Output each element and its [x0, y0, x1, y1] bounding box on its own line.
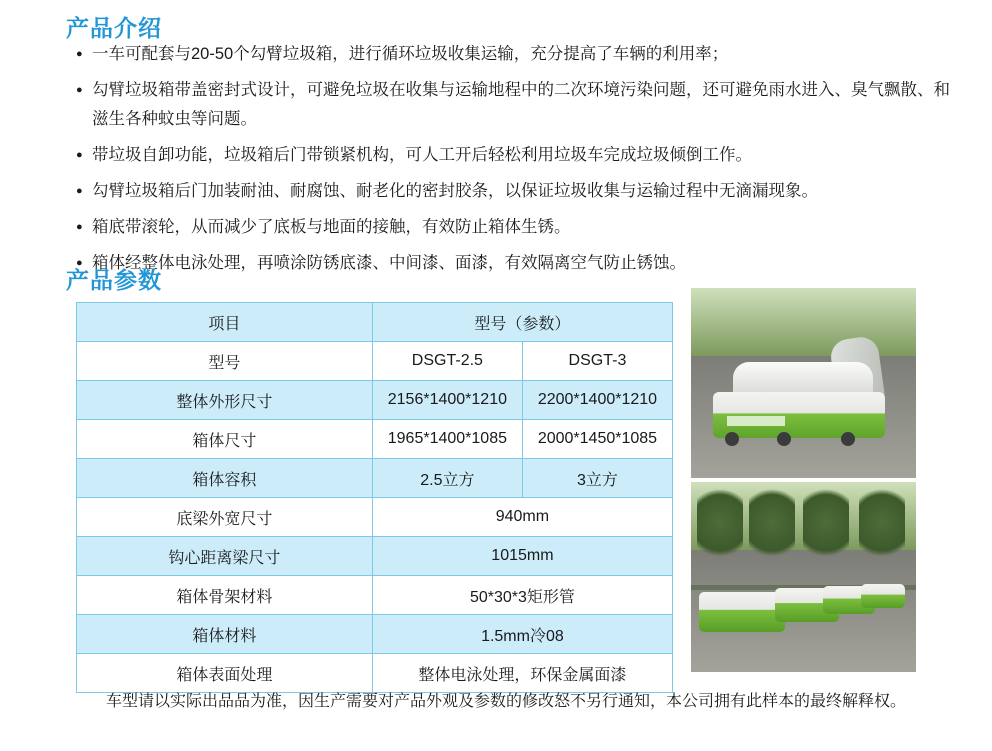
table-cell-value: 1965*1400*1085: [372, 420, 522, 459]
tree: [859, 482, 905, 556]
table-row: [77, 420, 673, 459]
tree: [803, 482, 849, 556]
bin-wheel: [725, 432, 739, 446]
table-cell-label: 整体外形尺寸: [77, 381, 373, 420]
table-row: [77, 576, 673, 615]
intro-bullet-item: ● 勾臂垃圾箱后门加装耐油、耐腐蚀、耐老化的密封胶条，以保证垃圾收集与运输过程中无滴漏现象。: [76, 177, 966, 206]
product-parameters-table: [76, 302, 673, 693]
table-cell-value: 2200*1400*1210: [522, 381, 672, 420]
tree: [749, 482, 795, 556]
single-hook-arm-garbage-bin-photo: [691, 288, 916, 478]
tree: [697, 482, 743, 556]
intro-bullet-item: ● 一车可配套与20-50个勾臂垃圾箱，进行循环垃圾收集运输，充分提高了车辆的利用率；: [76, 40, 966, 69]
intro-section-title: 产品介绍: [66, 15, 162, 41]
intro-bullet-list: [76, 40, 966, 285]
bin-body: [713, 392, 885, 438]
garbage-bin: [861, 584, 905, 608]
table-cell-value: 型号（参数）: [372, 303, 672, 342]
intro-bullet-item: ● 箱体经整体电泳处理，再喷涂防锈底漆、中间漆、面漆，有效隔离空气防止锈蚀。: [76, 249, 966, 278]
intro-bullet-item: ● 带垃圾自卸功能，垃圾箱后门带锁紧机构，可人工开后轻松利用垃圾车完成垃圾倾倒工作。: [76, 141, 966, 170]
table-cell-label: 项目: [77, 303, 373, 342]
table-cell-label: 箱体材料: [77, 615, 373, 654]
table-cell-value: 940mm: [372, 498, 672, 537]
table-cell-value: 整体电泳处理，环保金属面漆: [372, 654, 672, 693]
table-cell-label: 箱体表面处理: [77, 654, 373, 693]
row-of-garbage-bins-photo: [691, 482, 916, 672]
table-cell-value: 3立方: [522, 459, 672, 498]
intro-bullet-item: ● 勾臂垃圾箱带盖密封式设计，可避免垃圾在收集与运输地程中的二次环境污染问题，还可避免雨水进入、臭气飘散、和滋生各种蚊虫等问题。: [76, 76, 966, 134]
table-cell-value: 1.5mm冷08: [372, 615, 672, 654]
bin-wheel: [841, 432, 855, 446]
bin-label: [727, 416, 785, 426]
table-row: [77, 498, 673, 537]
bin-wheel: [777, 432, 791, 446]
bin-lid: [733, 362, 873, 396]
table-cell-label: 型号: [77, 342, 373, 381]
footnote-disclaimer: 车型请以实际出品品为准，因生产需要对产品外观及参数的修改怒不另行通知，本公司拥有此样本的最终解释权。: [105, 693, 906, 710]
table-cell-label: 箱体尺寸: [77, 420, 373, 459]
intro-bullet-item: ● 箱底带滚轮，从而减少了底板与地面的接触，有效防止箱体生锈。: [76, 213, 966, 242]
table-row: [77, 303, 673, 342]
table-cell-label: 钩心距离梁尺寸: [77, 537, 373, 576]
garbage-bin: [699, 592, 785, 632]
table-cell-value: 50*30*3矩形管: [372, 576, 672, 615]
table-cell-value: 2.5立方: [372, 459, 522, 498]
params-section-title: 产品参数: [66, 267, 162, 293]
table-cell-label: 箱体容积: [77, 459, 373, 498]
table-cell-value: 2000*1450*1085: [522, 420, 672, 459]
table-row: [77, 459, 673, 498]
table-cell-label: 箱体骨架材料: [77, 576, 373, 615]
table-row: [77, 342, 673, 381]
table-cell-value: DSGT-3: [522, 342, 672, 381]
photo-sky: [691, 288, 916, 356]
table-row: [77, 381, 673, 420]
table-row: [77, 654, 673, 693]
table-cell-value: DSGT-2.5: [372, 342, 522, 381]
table-cell-value: 1015mm: [372, 537, 672, 576]
table-row: [77, 537, 673, 576]
table-row: [77, 615, 673, 654]
table-cell-value: 2156*1400*1210: [372, 381, 522, 420]
table-cell-label: 底梁外宽尺寸: [77, 498, 373, 537]
